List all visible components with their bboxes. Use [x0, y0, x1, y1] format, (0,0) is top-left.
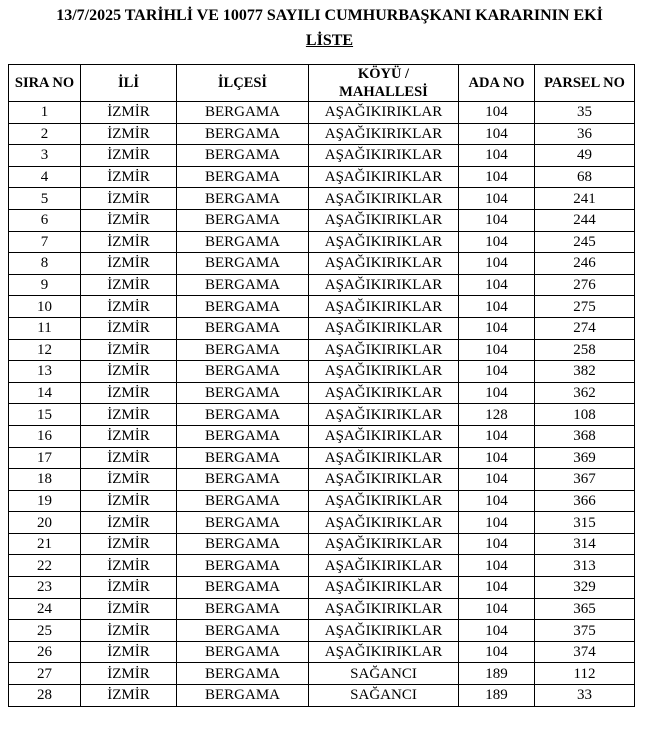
table-row [9, 166, 635, 188]
ilcesi-cell: BERGAMA [177, 620, 309, 642]
table-row [9, 188, 635, 210]
ada-no-cell: 104 [459, 490, 535, 512]
koyu-mahallesi-cell: AŞAĞIKIRIKLAR [309, 533, 459, 555]
koyu-mahallesi-cell: AŞAĞIKIRIKLAR [309, 145, 459, 167]
ilcesi-cell: BERGAMA [177, 231, 309, 253]
ili-cell: İZMİR [81, 598, 177, 620]
ada-no-cell: 128 [459, 404, 535, 426]
ada-no-cell: 104 [459, 188, 535, 210]
ilcesi-cell: BERGAMA [177, 339, 309, 361]
koyu-mahallesi-cell: AŞAĞIKIRIKLAR [309, 382, 459, 404]
sira-no-cell: 10 [9, 296, 81, 318]
sira-no-cell: 7 [9, 231, 81, 253]
koyu-mahallesi-cell: AŞAĞIKIRIKLAR [309, 404, 459, 426]
sira-no-cell: 20 [9, 512, 81, 534]
table-row [9, 447, 635, 469]
ilcesi-cell: BERGAMA [177, 274, 309, 296]
parsel-no-cell: 274 [535, 317, 635, 339]
ada-no-cell: 104 [459, 641, 535, 663]
ada-no-cell: 104 [459, 231, 535, 253]
table-row [9, 296, 635, 318]
koyu-mahallesi-cell: AŞAĞIKIRIKLAR [309, 555, 459, 577]
ilcesi-cell: BERGAMA [177, 490, 309, 512]
koyu-mahallesi-cell: SAĞANCI [309, 685, 459, 707]
document-subtitle: LİSTE [305, 32, 354, 49]
koyu-mahallesi-cell: AŞAĞIKIRIKLAR [309, 123, 459, 145]
ada-no-cell: 104 [459, 339, 535, 361]
ili-cell: İZMİR [81, 296, 177, 318]
ilcesi-cell: BERGAMA [177, 512, 309, 534]
sira-no-cell: 15 [9, 404, 81, 426]
parsel-no-cell: 368 [535, 425, 635, 447]
table-row [9, 102, 635, 124]
ilcesi-cell: BERGAMA [177, 555, 309, 577]
ili-cell: İZMİR [81, 533, 177, 555]
koyu-mahallesi-cell: AŞAĞIKIRIKLAR [309, 641, 459, 663]
koyu-mahallesi-cell: AŞAĞIKIRIKLAR [309, 166, 459, 188]
koyu-mahallesi-cell: AŞAĞIKIRIKLAR [309, 577, 459, 599]
sira-no-cell: 4 [9, 166, 81, 188]
ili-cell: İZMİR [81, 577, 177, 599]
sira-no-cell: 19 [9, 490, 81, 512]
koyu-mahallesi-cell: AŞAĞIKIRIKLAR [309, 253, 459, 275]
table-row [9, 404, 635, 426]
ili-cell: İZMİR [81, 404, 177, 426]
koyu-mahallesi-cell: AŞAĞIKIRIKLAR [309, 274, 459, 296]
ada-no-cell: 104 [459, 469, 535, 491]
parsel-no-cell: 369 [535, 447, 635, 469]
ada-no-cell: 104 [459, 361, 535, 383]
koyu-mahallesi-cell: AŞAĞIKIRIKLAR [309, 102, 459, 124]
ilcesi-cell: BERGAMA [177, 641, 309, 663]
sira-no-cell: 26 [9, 641, 81, 663]
sira-no-cell: 6 [9, 209, 81, 231]
koyu-mahallesi-cell: AŞAĞIKIRIKLAR [309, 512, 459, 534]
parsel-no-cell: 112 [535, 663, 635, 685]
ili-cell: İZMİR [81, 512, 177, 534]
parcel-list-table [8, 64, 635, 707]
sira-no-cell: 16 [9, 425, 81, 447]
ada-no-cell: 104 [459, 145, 535, 167]
parsel-no-cell: 49 [535, 145, 635, 167]
ili-cell: İZMİR [81, 145, 177, 167]
koyu-mahallesi-cell: AŞAĞIKIRIKLAR [309, 447, 459, 469]
parsel-no-cell: 314 [535, 533, 635, 555]
koyu-mahallesi-cell: AŞAĞIKIRIKLAR [309, 425, 459, 447]
parsel-no-cell: 68 [535, 166, 635, 188]
ili-cell: İZMİR [81, 231, 177, 253]
header-sira-no: SIRA NO [9, 65, 81, 102]
koyu-mahallesi-cell: AŞAĞIKIRIKLAR [309, 188, 459, 210]
header-koyu-mahallesi [309, 65, 459, 102]
sira-no-cell: 18 [9, 469, 81, 491]
ili-cell: İZMİR [81, 209, 177, 231]
header-koyu-line2: MAHALLESİ [339, 84, 428, 100]
table-row [9, 641, 635, 663]
table-row [9, 685, 635, 707]
ili-cell: İZMİR [81, 382, 177, 404]
sira-no-cell: 11 [9, 317, 81, 339]
sira-no-cell: 2 [9, 123, 81, 145]
koyu-mahallesi-cell: AŞAĞIKIRIKLAR [309, 339, 459, 361]
ili-cell: İZMİR [81, 447, 177, 469]
ada-no-cell: 104 [459, 253, 535, 275]
koyu-mahallesi-cell: AŞAĞIKIRIKLAR [309, 231, 459, 253]
ada-no-cell: 104 [459, 102, 535, 124]
koyu-mahallesi-cell: AŞAĞIKIRIKLAR [309, 361, 459, 383]
sira-no-cell: 28 [9, 685, 81, 707]
parsel-no-cell: 245 [535, 231, 635, 253]
ilcesi-cell: BERGAMA [177, 382, 309, 404]
parsel-no-cell: 276 [535, 274, 635, 296]
koyu-mahallesi-cell: AŞAĞIKIRIKLAR [309, 490, 459, 512]
parsel-no-cell: 258 [535, 339, 635, 361]
header-koyu-line1: KÖYÜ / [357, 66, 410, 82]
sira-no-cell: 17 [9, 447, 81, 469]
table-row [9, 145, 635, 167]
koyu-mahallesi-cell: SAĞANCI [309, 663, 459, 685]
ili-cell: İZMİR [81, 188, 177, 210]
table-row [9, 274, 635, 296]
parsel-no-cell: 33 [535, 685, 635, 707]
table-row [9, 361, 635, 383]
ada-no-cell: 104 [459, 620, 535, 642]
koyu-mahallesi-cell: AŞAĞIKIRIKLAR [309, 598, 459, 620]
header-ada-no: ADA NO [459, 65, 535, 102]
sira-no-cell: 8 [9, 253, 81, 275]
ili-cell: İZMİR [81, 620, 177, 642]
ilcesi-cell: BERGAMA [177, 188, 309, 210]
table-row [9, 663, 635, 685]
sira-no-cell: 21 [9, 533, 81, 555]
ilcesi-cell: BERGAMA [177, 317, 309, 339]
ili-cell: İZMİR [81, 361, 177, 383]
table-row [9, 555, 635, 577]
ili-cell: İZMİR [81, 663, 177, 685]
ada-no-cell: 104 [459, 209, 535, 231]
table-row [9, 209, 635, 231]
parsel-no-cell: 374 [535, 641, 635, 663]
parsel-no-cell: 367 [535, 469, 635, 491]
parsel-no-cell: 365 [535, 598, 635, 620]
table-row [9, 598, 635, 620]
ilcesi-cell: BERGAMA [177, 447, 309, 469]
ili-cell: İZMİR [81, 274, 177, 296]
ada-no-cell: 104 [459, 296, 535, 318]
parsel-no-cell: 275 [535, 296, 635, 318]
ada-no-cell: 104 [459, 447, 535, 469]
parsel-no-cell: 244 [535, 209, 635, 231]
header-ili: İLİ [81, 65, 177, 102]
sira-no-cell: 14 [9, 382, 81, 404]
ilcesi-cell: BERGAMA [177, 598, 309, 620]
table-header [9, 65, 635, 102]
ada-no-cell: 104 [459, 598, 535, 620]
ilcesi-cell: BERGAMA [177, 404, 309, 426]
koyu-mahallesi-cell: AŞAĞIKIRIKLAR [309, 317, 459, 339]
ada-no-cell: 189 [459, 663, 535, 685]
sira-no-cell: 1 [9, 102, 81, 124]
table-row [9, 620, 635, 642]
parsel-no-cell: 108 [535, 404, 635, 426]
table-row [9, 253, 635, 275]
ilcesi-cell: BERGAMA [177, 296, 309, 318]
table-row [9, 533, 635, 555]
ili-cell: İZMİR [81, 685, 177, 707]
ada-no-cell: 104 [459, 555, 535, 577]
ilcesi-cell: BERGAMA [177, 253, 309, 275]
ada-no-cell: 104 [459, 123, 535, 145]
parsel-no-cell: 313 [535, 555, 635, 577]
table-row [9, 231, 635, 253]
ilcesi-cell: BERGAMA [177, 209, 309, 231]
ili-cell: İZMİR [81, 166, 177, 188]
ili-cell: İZMİR [81, 317, 177, 339]
table-row [9, 382, 635, 404]
koyu-mahallesi-cell: AŞAĞIKIRIKLAR [309, 296, 459, 318]
sira-no-cell: 5 [9, 188, 81, 210]
ili-cell: İZMİR [81, 641, 177, 663]
ili-cell: İZMİR [81, 490, 177, 512]
sira-no-cell: 9 [9, 274, 81, 296]
ili-cell: İZMİR [81, 253, 177, 275]
table-row [9, 490, 635, 512]
parsel-no-cell: 382 [535, 361, 635, 383]
ilcesi-cell: BERGAMA [177, 663, 309, 685]
parsel-no-cell: 366 [535, 490, 635, 512]
parsel-no-cell: 35 [535, 102, 635, 124]
parsel-no-cell: 241 [535, 188, 635, 210]
ada-no-cell: 104 [459, 577, 535, 599]
koyu-mahallesi-cell: AŞAĞIKIRIKLAR [309, 209, 459, 231]
ili-cell: İZMİR [81, 469, 177, 491]
ada-no-cell: 104 [459, 425, 535, 447]
sira-no-cell: 27 [9, 663, 81, 685]
parsel-no-cell: 329 [535, 577, 635, 599]
ilcesi-cell: BERGAMA [177, 685, 309, 707]
table-row [9, 469, 635, 491]
ilcesi-cell: BERGAMA [177, 145, 309, 167]
table-row [9, 512, 635, 534]
ili-cell: İZMİR [81, 123, 177, 145]
ilcesi-cell: BERGAMA [177, 577, 309, 599]
koyu-mahallesi-cell: AŞAĞIKIRIKLAR [309, 620, 459, 642]
sira-no-cell: 3 [9, 145, 81, 167]
parsel-no-cell: 36 [535, 123, 635, 145]
table-row [9, 577, 635, 599]
ada-no-cell: 104 [459, 317, 535, 339]
parsel-no-cell: 362 [535, 382, 635, 404]
koyu-mahallesi-cell: AŞAĞIKIRIKLAR [309, 469, 459, 491]
header-parsel-no: PARSEL NO [535, 65, 635, 102]
sira-no-cell: 13 [9, 361, 81, 383]
sira-no-cell: 23 [9, 577, 81, 599]
table-row [9, 339, 635, 361]
ada-no-cell: 189 [459, 685, 535, 707]
table-body [9, 102, 635, 707]
ilcesi-cell: BERGAMA [177, 533, 309, 555]
ili-cell: İZMİR [81, 555, 177, 577]
ilcesi-cell: BERGAMA [177, 425, 309, 447]
ilcesi-cell: BERGAMA [177, 102, 309, 124]
document-title: 13/7/2025 TARİHLİ VE 10077 SAYILI CUMHURBAŞKANI KARARININ EKİ [56, 7, 603, 24]
ada-no-cell: 104 [459, 382, 535, 404]
table-row [9, 425, 635, 447]
ada-no-cell: 104 [459, 512, 535, 534]
ili-cell: İZMİR [81, 425, 177, 447]
sira-no-cell: 22 [9, 555, 81, 577]
table-row [9, 317, 635, 339]
ilcesi-cell: BERGAMA [177, 123, 309, 145]
parsel-no-cell: 315 [535, 512, 635, 534]
ada-no-cell: 104 [459, 533, 535, 555]
ilcesi-cell: BERGAMA [177, 361, 309, 383]
ada-no-cell: 104 [459, 274, 535, 296]
parsel-no-cell: 246 [535, 253, 635, 275]
ili-cell: İZMİR [81, 102, 177, 124]
table-row [9, 123, 635, 145]
sira-no-cell: 12 [9, 339, 81, 361]
sira-no-cell: 24 [9, 598, 81, 620]
sira-no-cell: 25 [9, 620, 81, 642]
ili-cell: İZMİR [81, 339, 177, 361]
header-row [9, 65, 635, 102]
ada-no-cell: 104 [459, 166, 535, 188]
parsel-no-cell: 375 [535, 620, 635, 642]
header-ilcesi: İLÇESİ [177, 65, 309, 102]
ilcesi-cell: BERGAMA [177, 166, 309, 188]
ilcesi-cell: BERGAMA [177, 469, 309, 491]
